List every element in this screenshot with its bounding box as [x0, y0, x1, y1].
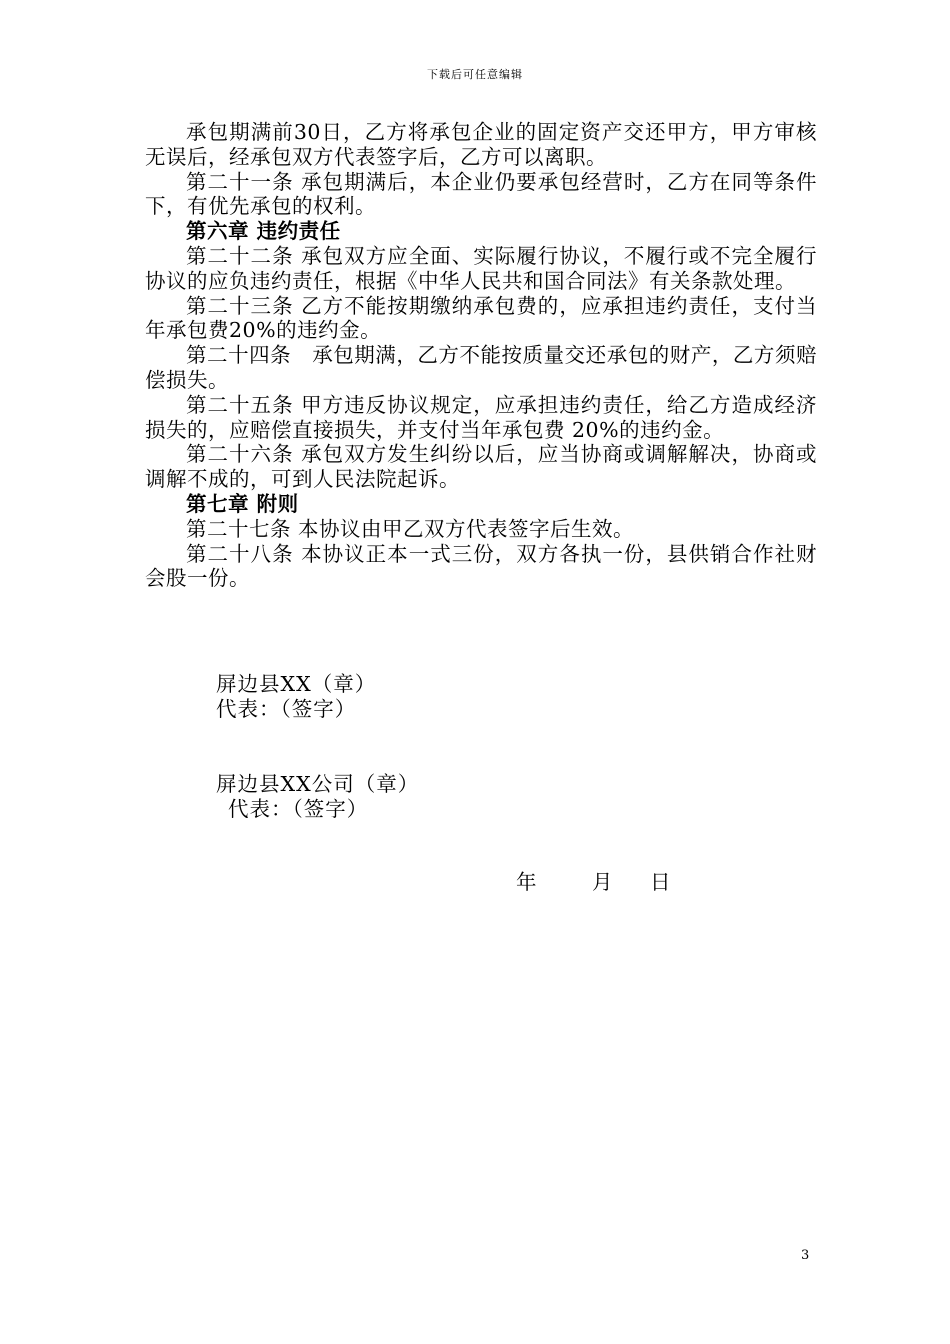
article-paragraph: 第二十四条 承包期满，乙方不能按质量交还承包的财产，乙方须赔偿损失。: [145, 343, 817, 392]
article-paragraph: 第二十八条 本协议正本一式三份，双方各执一份，县供销合作社财会股一份。: [145, 541, 817, 591]
article-paragraph: 第二十三条 乙方不能按期缴纳承包费的，应承担违约责任，支付当年承包费20%的违约金。: [145, 293, 817, 343]
party-a-seal: 屏边县XX（章）: [216, 672, 377, 696]
party-b-seal: 屏边县XX公司（章）: [216, 772, 420, 796]
party-b-representative: 代表：（签字）: [228, 797, 369, 821]
article-paragraph: 承包期满前30日，乙方将承包企业的固定资产交还甲方，甲方审核无误后，经承包双方代表签字后，乙方可以离职。: [145, 120, 817, 169]
article-paragraph: 第二十二条 承包双方应全面、实际履行协议，不履行或不完全履行协议的应负违约责任，根据《中华人民共和国合同法》有关条款处理。: [145, 243, 817, 293]
date-year: 年: [516, 870, 537, 894]
chapter-heading: 第六章 违约责任: [186, 219, 341, 244]
date-day: 日: [650, 870, 671, 894]
article-paragraph: 第二十六条 承包双方发生纠纷以后，应当协商或调解解决，协商或调解不成的，可到人民法院起诉。: [145, 442, 817, 492]
date-month: 月: [592, 870, 613, 894]
header-note: 下载后可任意编辑: [427, 68, 523, 81]
article-paragraph: 第二十七条 本协议由甲乙双方代表签字后生效。: [186, 516, 635, 541]
party-a-representative: 代表：（签字）: [216, 697, 357, 721]
date-line: [516, 870, 671, 895]
page-number: 3: [801, 1248, 810, 1263]
document-body: [145, 120, 817, 591]
chapter-heading: 第七章 附则: [186, 491, 299, 516]
article-paragraph: 第二十一条 承包期满后，本企业仍要承包经营时，乙方在同等条件下，有优先承包的权利。: [145, 169, 817, 219]
article-paragraph: 第二十五条 甲方违反协议规定，应承担违约责任，给乙方造成经济损失的，应赔偿直接损失，并支付当年承包费 20%的违约金。: [145, 392, 817, 442]
